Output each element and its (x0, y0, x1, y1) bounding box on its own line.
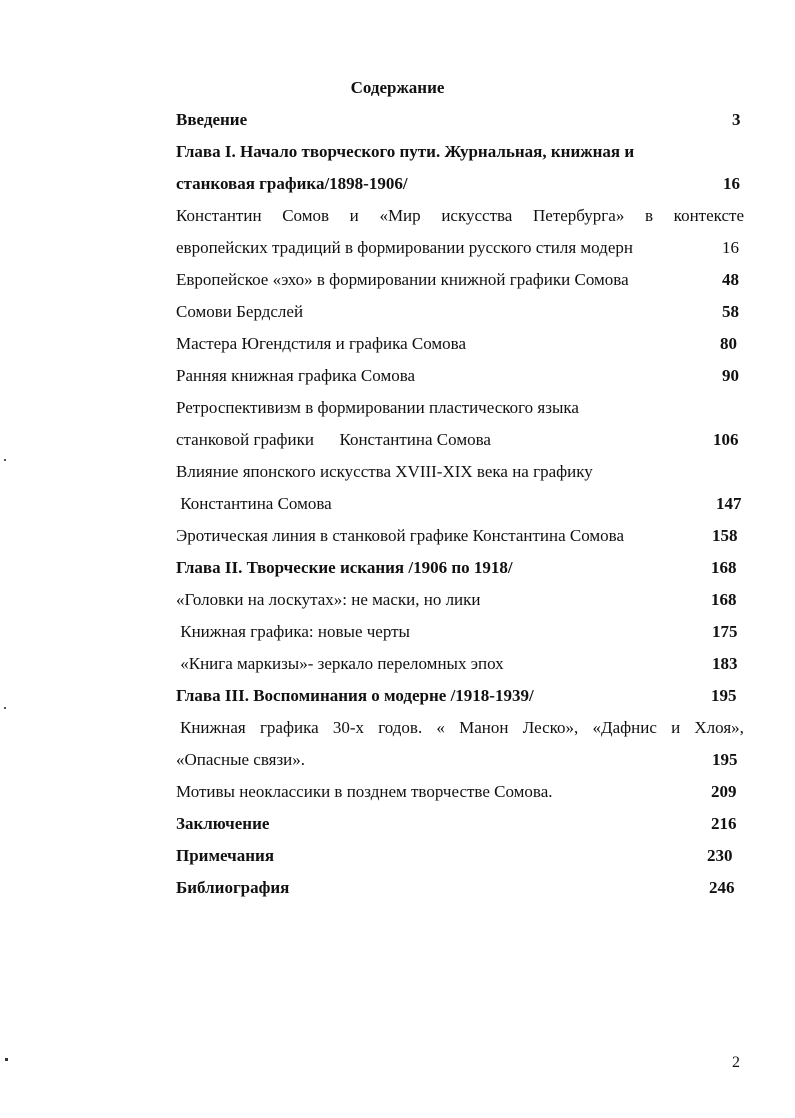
toc-entry-page: 90 (722, 366, 739, 385)
toc-entry-text: Глава II. Творческие искания /1906 по 1918/ (176, 558, 513, 577)
toc-entry-section-12 (180, 718, 750, 742)
toc-entry-page: 80 (720, 334, 737, 353)
toc-entry-text: Глава I. Начало творческого пути. Журнальная, книжная и (176, 142, 635, 161)
toc-entry-section-5 (176, 366, 746, 390)
toc-entry-section-10 (176, 622, 746, 646)
toc-chapter-3-heading (176, 686, 746, 710)
word: 30-х (332, 718, 365, 737)
toc-entry-section-4 (176, 334, 746, 358)
toc-entry-text: Эротическая линия в станковой графике Константина Сомова (176, 526, 625, 545)
word: Петербурга» (533, 206, 625, 225)
toc-entry-text: Библиография (176, 878, 290, 897)
scan-speck (4, 707, 6, 709)
toc-entry-section-3 (176, 302, 746, 326)
toc-entry-section-7 (176, 462, 746, 486)
toc-entry-text: Мотивы неоклассики в позднем творчестве Сомова. (176, 782, 553, 801)
toc-entry-intro (176, 110, 746, 134)
toc-entry-page: 3 (732, 110, 741, 129)
word: Манон (459, 718, 509, 737)
toc-entry-page: 16 (722, 238, 739, 257)
toc-entry-text: Мастера Югендстиля и графика Сомова (176, 334, 467, 353)
word: в (644, 206, 654, 225)
word: графика (259, 718, 319, 737)
toc-chapter-1-heading (176, 142, 746, 166)
toc-entry-text: европейских традиций в формировании русского стиля модерн (176, 238, 633, 257)
toc-entry-text: «Опасные связи». (176, 750, 306, 769)
toc-entry-section-6 (176, 398, 746, 422)
toc-entry-page: 168 (711, 558, 737, 577)
toc-entry-text: «Головки на лоскутах»: не маски, но лики (176, 590, 481, 609)
word: «Мир (379, 206, 421, 225)
word: искусства (441, 206, 513, 225)
toc-entry-page: 48 (722, 270, 739, 289)
toc-entry-section-1-cont (176, 238, 746, 262)
toc-entry-page: 246 (709, 878, 735, 897)
toc-entry-page: 16 (723, 174, 740, 193)
word: « (436, 718, 445, 737)
word: годов. (378, 718, 423, 737)
toc-entry-section-6-cont (176, 430, 746, 454)
toc-entry-bibliography (176, 878, 746, 902)
word: и (349, 206, 359, 225)
toc-entry-text: Ранняя книжная графика Сомова (176, 366, 416, 385)
toc-chapter-2-heading (176, 558, 746, 582)
word: Константин (176, 206, 262, 225)
scan-speck (5, 1058, 8, 1061)
toc-entry-text: Константина Сомова (176, 494, 332, 513)
toc-entry-page: 216 (711, 814, 737, 833)
justified-line (176, 206, 744, 226)
word: «Дафнис (592, 718, 657, 737)
toc-entry-section-12-cont (176, 750, 746, 774)
toc-entry-text: станковая графика/1898-1906/ (176, 174, 408, 193)
toc-entry-section-11 (176, 654, 746, 678)
justified-line (180, 718, 744, 738)
word: Книжная (180, 718, 246, 737)
toc-entry-text: Глава III. Воспоминания о модерне /1918-1939/ (176, 686, 534, 705)
word: контексте (673, 206, 744, 225)
toc-entry-page: 147 (716, 494, 742, 513)
toc-entry-text: Европейское «эхо» в формировании книжной графики Сомова (176, 270, 629, 289)
word: Сомов (282, 206, 330, 225)
toc-entry-section-13 (176, 782, 746, 806)
scan-speck (4, 459, 6, 461)
word: и (671, 718, 681, 737)
word: Хлоя», (694, 718, 744, 737)
toc-entry-page: 158 (712, 526, 738, 545)
toc-entry-text: Сомови Бердслей (176, 302, 304, 321)
toc-title: Содержание (350, 78, 445, 97)
toc-entry-page: 195 (712, 750, 738, 769)
page-number: 2 (732, 1054, 740, 1071)
toc-entry-section-1 (176, 206, 746, 230)
toc-entry-section-2 (176, 270, 746, 294)
toc-entry-page: 209 (711, 782, 737, 801)
toc-entry-text: Ретроспективизм в формировании пластического языка (176, 398, 579, 417)
toc-entry-section-7-cont (176, 494, 746, 518)
toc-entry-page: 230 (707, 846, 733, 865)
toc-entry-text: Примечания (176, 846, 275, 865)
toc-chapter-1-heading-cont (176, 174, 746, 198)
word: Леско», (522, 718, 579, 737)
toc-entry-text: Введение (176, 110, 248, 129)
toc-entry-page: 183 (712, 654, 738, 673)
toc-entry-text: Заключение (176, 814, 270, 833)
toc-entry-page: 168 (711, 590, 737, 609)
toc-entry-section-9 (176, 590, 746, 614)
toc-entry-text: Книжная графика: новые черты (176, 622, 410, 641)
toc-entry-text: Влияние японского искусства XVIII-XIX века на графику (176, 462, 593, 481)
toc-entry-section-8 (176, 526, 746, 550)
toc-entry-page: 58 (722, 302, 739, 321)
toc-entry-page: 175 (712, 622, 738, 641)
toc-entry-text: «Книга маркизы»- зеркало переломных эпох (176, 654, 504, 673)
toc-entry-page: 195 (711, 686, 737, 705)
toc-entry-conclusion (176, 814, 746, 838)
toc-entry-text: станковой графики Константина Сомова (176, 430, 491, 449)
toc-entry-page: 106 (713, 430, 739, 449)
toc-entry-notes (176, 846, 746, 870)
